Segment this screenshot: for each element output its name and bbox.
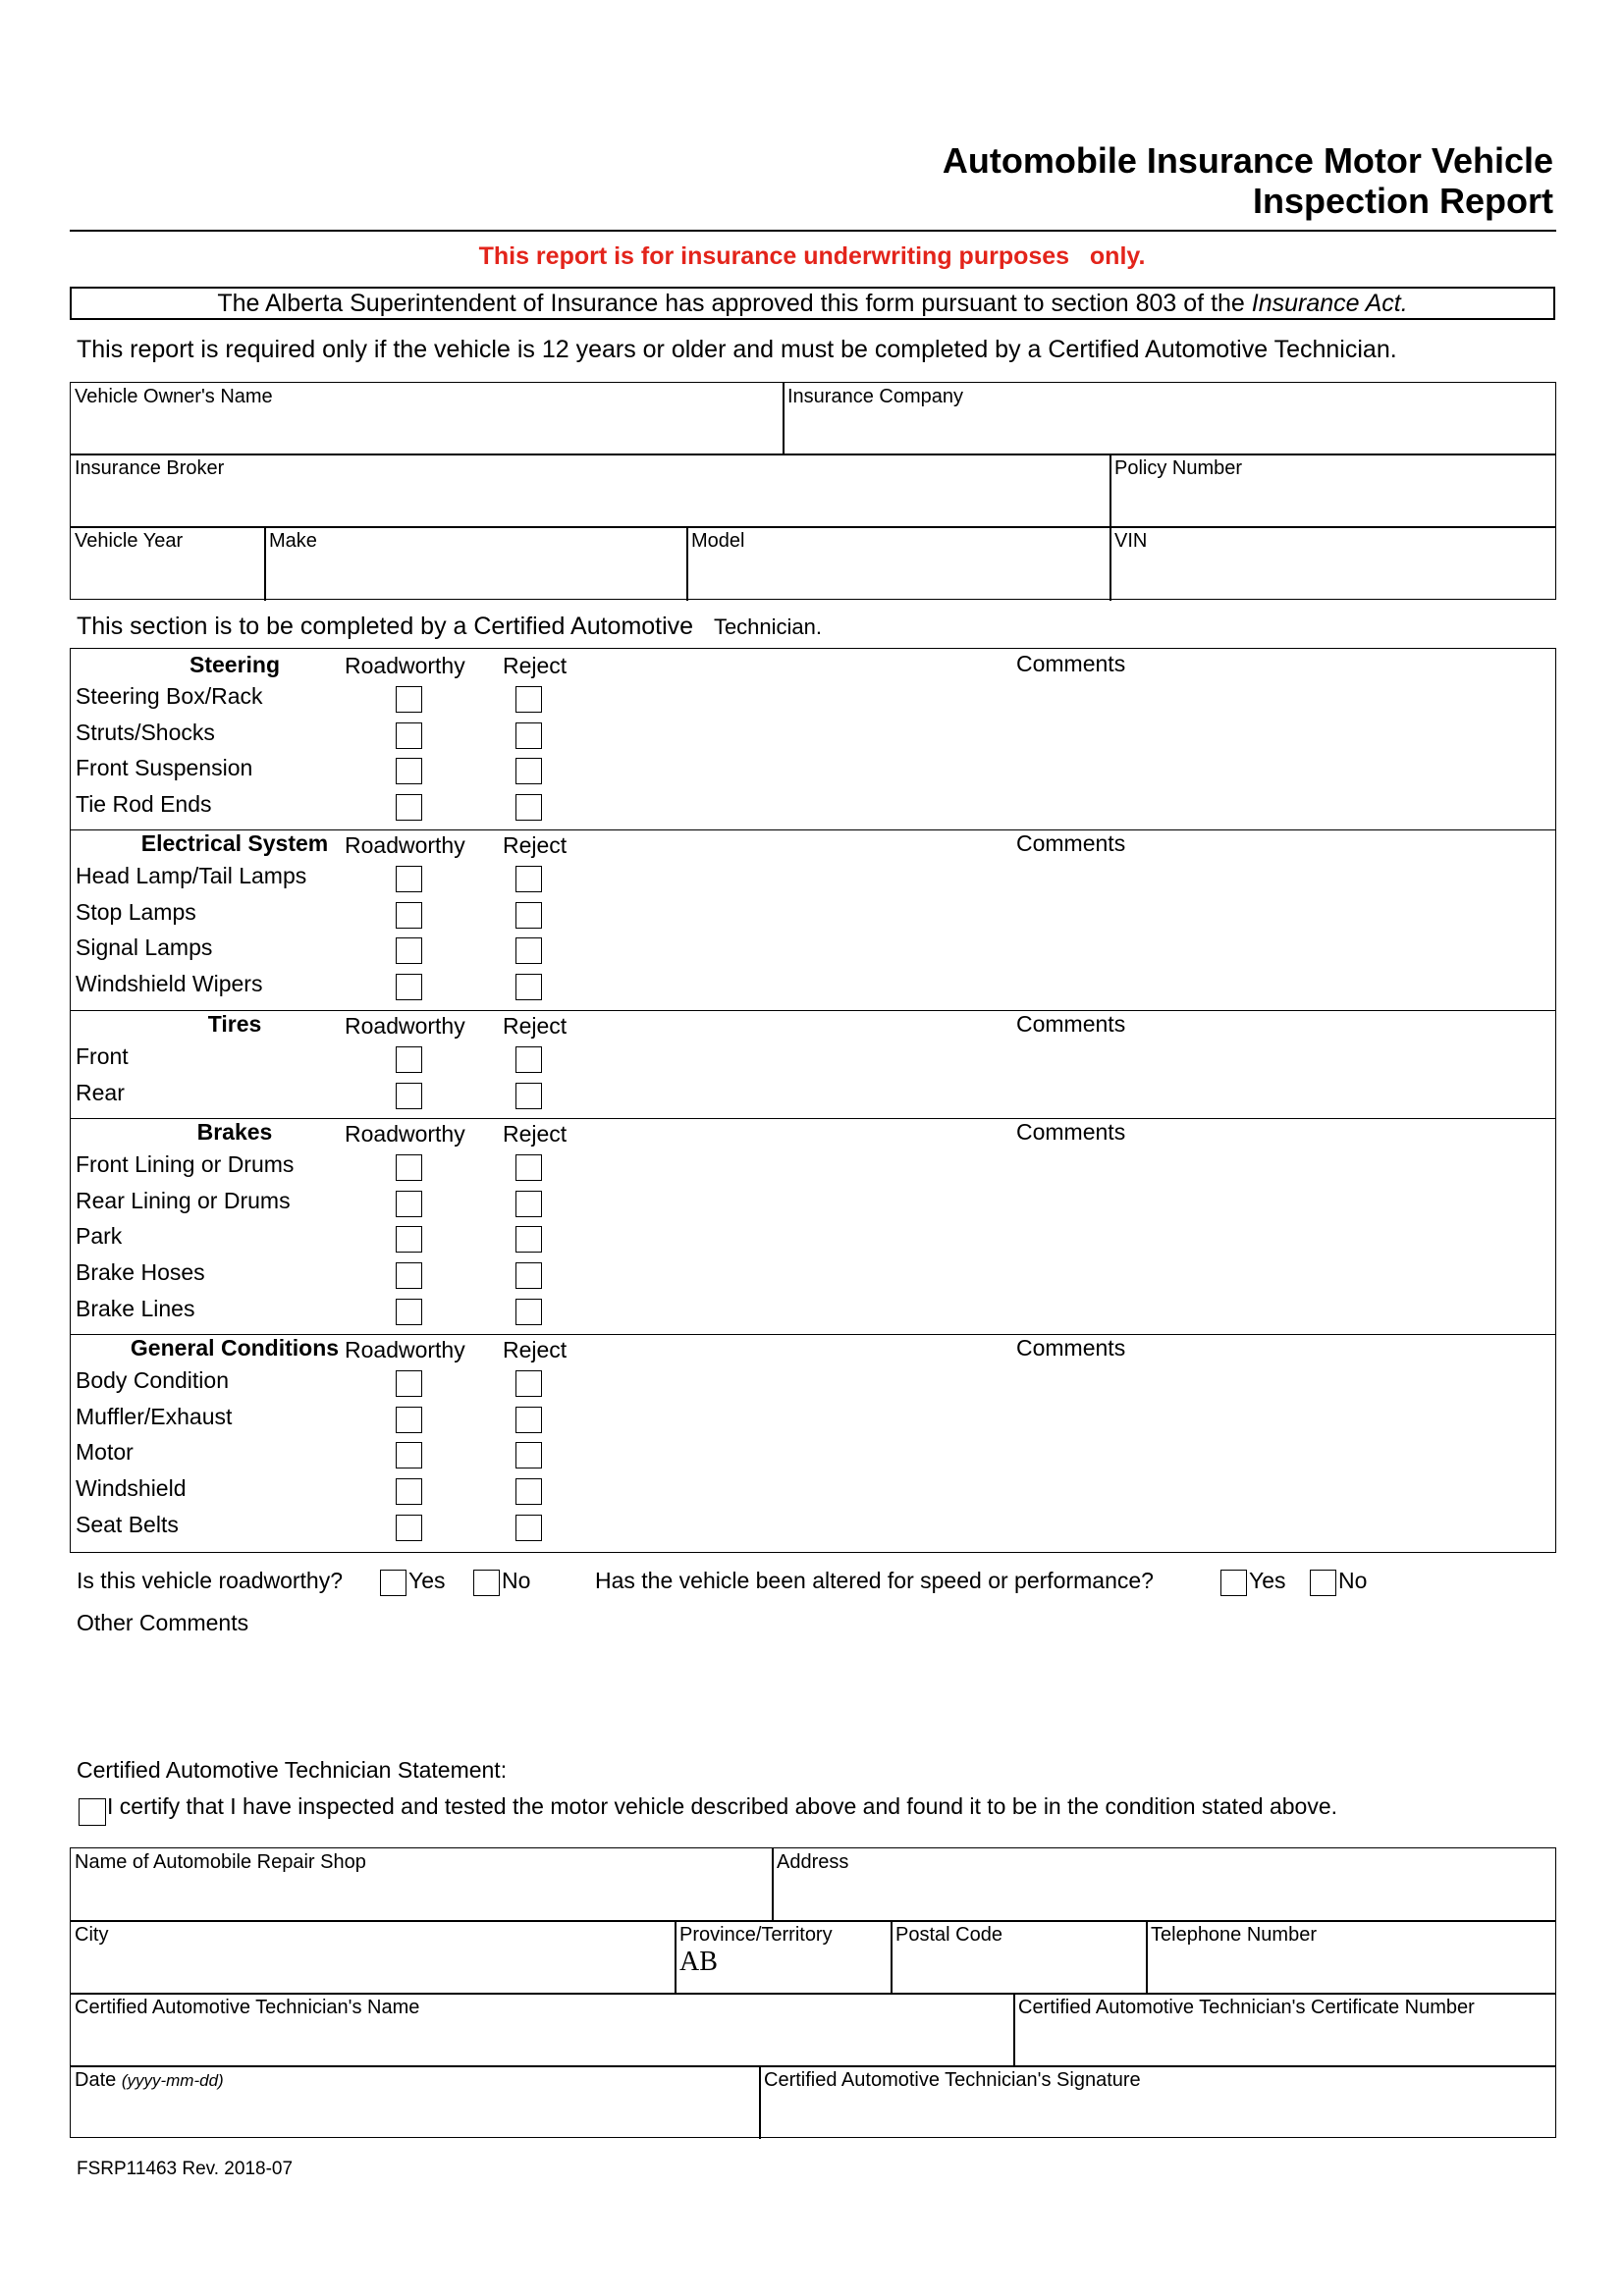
vehicle-year-field[interactable] xyxy=(71,527,264,598)
reject-column-header: Reject xyxy=(503,832,568,858)
inspection-group xyxy=(70,648,1556,830)
roadworthy-no-label: No xyxy=(502,1568,531,1593)
comments-field[interactable] xyxy=(581,862,1543,1003)
roadworthy-column-header: Roadworthy xyxy=(345,1337,465,1362)
inspection-item-label: Front Suspension xyxy=(76,755,253,781)
reject-checkbox[interactable] xyxy=(515,1226,542,1253)
reject-checkbox[interactable] xyxy=(515,1262,542,1289)
city-field[interactable] xyxy=(71,1921,675,1993)
certify-text: I certify that I have inspected and tested the motor vehicle described above and found it to be in the condition stated above. xyxy=(107,1793,1338,1819)
insurance-company-field[interactable] xyxy=(784,383,1555,454)
vin-label: VIN xyxy=(1114,530,1148,552)
insurance-broker-label: Insurance Broker xyxy=(75,457,225,479)
reject-checkbox[interactable] xyxy=(515,1515,542,1541)
telephone-label: Telephone Number xyxy=(1151,1924,1317,1946)
roadworthy-checkbox[interactable] xyxy=(396,1191,422,1217)
roadworthy-checkbox[interactable] xyxy=(396,1407,422,1433)
reject-checkbox[interactable] xyxy=(515,1299,542,1325)
roadworthy-checkbox[interactable] xyxy=(396,1154,422,1181)
roadworthy-column-header: Roadworthy xyxy=(345,653,465,678)
roadworthy-yes-checkbox[interactable] xyxy=(380,1570,406,1596)
inspection-item-label: Tie Rod Ends xyxy=(76,791,212,818)
roadworthy-checkbox[interactable] xyxy=(396,1299,422,1325)
roadworthy-checkbox[interactable] xyxy=(396,1046,422,1073)
inspection-item-label: Windshield Wipers xyxy=(76,971,263,997)
reject-column-header: Reject xyxy=(503,653,568,678)
technician-section-note xyxy=(77,613,822,641)
inspection-group xyxy=(70,1117,1556,1335)
address-field[interactable] xyxy=(773,1848,1555,1920)
reject-column-header: Reject xyxy=(503,1013,568,1039)
model-field[interactable] xyxy=(687,527,1110,598)
policy-number-field[interactable] xyxy=(1110,454,1555,525)
inspection-group xyxy=(70,1009,1556,1119)
technician-name-field[interactable] xyxy=(71,1994,1013,2065)
reject-checkbox[interactable] xyxy=(515,722,542,749)
comments-field[interactable] xyxy=(581,1042,1543,1111)
roadworthy-checkbox[interactable] xyxy=(396,1226,422,1253)
inspection-item-label: Brake Hoses xyxy=(76,1259,205,1286)
comments-column-header: Comments xyxy=(1016,830,1126,856)
reject-column-header: Reject xyxy=(503,1121,568,1147)
shop-name-label: Name of Automobile Repair Shop xyxy=(75,1851,366,1873)
statement-heading: Certified Automotive Technician Statement: xyxy=(77,1757,508,1783)
reject-checkbox[interactable] xyxy=(515,937,542,964)
make-label: Make xyxy=(269,530,317,552)
comments-column-header: Comments xyxy=(1016,1119,1126,1145)
roadworthy-checkbox[interactable] xyxy=(396,1515,422,1541)
group-title: Steering xyxy=(189,652,281,677)
inspection-group xyxy=(70,828,1556,1011)
roadworthy-checkbox[interactable] xyxy=(396,937,422,964)
shop-name-field[interactable] xyxy=(71,1848,772,1920)
roadworthy-checkbox[interactable] xyxy=(396,722,422,749)
postal-code-label: Postal Code xyxy=(895,1924,1002,1946)
province-field[interactable] xyxy=(676,1921,891,1993)
date-label: Date xyxy=(75,2069,117,2091)
roadworthy-no-checkbox[interactable] xyxy=(473,1570,500,1596)
comments-field[interactable] xyxy=(581,682,1543,824)
technician-note-tail: Technician. xyxy=(713,614,823,639)
date-field[interactable] xyxy=(71,2066,759,2137)
make-field[interactable] xyxy=(265,527,686,598)
reject-checkbox[interactable] xyxy=(515,686,542,713)
roadworthy-checkbox[interactable] xyxy=(396,866,422,892)
comments-field[interactable] xyxy=(581,1150,1543,1327)
roadworthy-checkbox[interactable] xyxy=(396,1442,422,1468)
roadworthy-yes-label: Yes xyxy=(408,1568,446,1593)
model-label: Model xyxy=(691,530,745,552)
province-value: AB xyxy=(679,1947,718,1977)
reject-checkbox[interactable] xyxy=(515,1407,542,1433)
altered-yes-label: Yes xyxy=(1249,1568,1286,1593)
owner-info-grid xyxy=(70,382,1556,600)
reject-checkbox[interactable] xyxy=(515,1442,542,1468)
roadworthy-checkbox[interactable] xyxy=(396,686,422,713)
insurance-broker-field[interactable] xyxy=(71,454,1110,525)
inspection-item-label: Body Condition xyxy=(76,1367,229,1393)
reject-checkbox[interactable] xyxy=(515,1370,542,1397)
postal-code-field[interactable] xyxy=(892,1921,1146,1993)
comments-column-header: Comments xyxy=(1016,651,1126,676)
reject-checkbox[interactable] xyxy=(515,902,542,929)
reject-checkbox[interactable] xyxy=(515,974,542,1000)
roadworthy-checkbox[interactable] xyxy=(396,1262,422,1289)
inspection-item-label: Rear xyxy=(76,1079,125,1105)
roadworthy-checkbox[interactable] xyxy=(396,794,422,821)
certificate-number-field[interactable] xyxy=(1014,1994,1555,2065)
form-title-line1: Automobile Insurance Motor Vehicle xyxy=(942,140,1553,181)
group-title: Tires xyxy=(207,1011,262,1037)
telephone-field[interactable] xyxy=(1147,1921,1555,1993)
comments-column-header: Comments xyxy=(1016,1335,1126,1361)
vin-field[interactable] xyxy=(1110,527,1555,598)
vehicle-year-label: Vehicle Year xyxy=(75,530,184,552)
signature-label: Certified Automotive Technician's Signature xyxy=(764,2069,1141,2091)
insurance-company-label: Insurance Company xyxy=(787,386,963,407)
address-label: Address xyxy=(777,1851,849,1873)
altered-no-checkbox[interactable] xyxy=(1310,1570,1336,1596)
owner-name-field[interactable] xyxy=(71,383,783,454)
reject-checkbox[interactable] xyxy=(515,1083,542,1109)
reject-checkbox[interactable] xyxy=(515,794,542,821)
group-title: General Conditions xyxy=(130,1335,340,1361)
reject-column-header: Reject xyxy=(503,1337,568,1362)
certify-checkbox[interactable] xyxy=(79,1798,106,1826)
form-number: FSRP11463 Rev. 2018-07 xyxy=(77,2159,294,2179)
roadworthy-question: Is this vehicle roadworthy? xyxy=(77,1568,344,1593)
owner-name-label: Vehicle Owner's Name xyxy=(75,386,273,407)
inspection-item-label: Muffler/Exhaust xyxy=(76,1403,233,1429)
purpose-notice: This report is for insurance underwriting purposes only. xyxy=(478,242,1146,270)
other-comments-field[interactable] xyxy=(77,1641,1549,1749)
roadworthy-checkbox[interactable] xyxy=(396,1370,422,1397)
technician-name-label: Certified Automotive Technician's Name xyxy=(75,1997,420,2018)
approval-act-name: Insurance Act. xyxy=(1251,290,1408,317)
signature-field[interactable] xyxy=(760,2066,1555,2137)
inspection-item-label: Rear Lining or Drums xyxy=(76,1187,291,1213)
title-rule xyxy=(70,230,1556,232)
reject-checkbox[interactable] xyxy=(515,1191,542,1217)
shop-info-grid xyxy=(70,1847,1556,2138)
date-format-hint: (yyyy-mm-dd) xyxy=(121,2071,224,2090)
roadworthy-checkbox[interactable] xyxy=(396,902,422,929)
inspection-item-label: Signal Lamps xyxy=(76,934,213,961)
roadworthy-checkbox[interactable] xyxy=(396,1083,422,1109)
reject-checkbox[interactable] xyxy=(515,758,542,784)
altered-no-label: No xyxy=(1338,1568,1368,1593)
inspection-item-label: Front xyxy=(76,1043,129,1069)
roadworthy-column-header: Roadworthy xyxy=(345,1013,465,1039)
policy-number-label: Policy Number xyxy=(1114,457,1243,479)
form-title-line2: Inspection Report xyxy=(1252,181,1553,221)
reject-checkbox[interactable] xyxy=(515,1046,542,1073)
inspection-item-label: Motor xyxy=(76,1439,134,1466)
roadworthy-column-header: Roadworthy xyxy=(345,832,465,858)
inspection-item-label: Windshield xyxy=(76,1475,187,1502)
inspection-item-label: Front Lining or Drums xyxy=(76,1151,295,1177)
inspection-item-label: Head Lamp/Tail Lamps xyxy=(76,863,307,888)
inspection-item-label: Stop Lamps xyxy=(76,898,196,925)
roadworthy-column-header: Roadworthy xyxy=(345,1121,465,1147)
approval-box xyxy=(70,287,1555,320)
group-title: Electrical System xyxy=(140,830,329,856)
inspection-item-label: Struts/Shocks xyxy=(76,719,215,745)
roadworthy-checkbox[interactable] xyxy=(396,758,422,784)
comments-field[interactable] xyxy=(581,1366,1543,1545)
roadworthy-checkbox[interactable] xyxy=(396,974,422,1000)
altered-question: Has the vehicle been altered for speed or performance? xyxy=(595,1568,1154,1593)
other-comments-label: Other Comments xyxy=(77,1610,249,1635)
reject-checkbox[interactable] xyxy=(515,1154,542,1181)
province-label: Province/Territory xyxy=(679,1924,833,1946)
reject-checkbox[interactable] xyxy=(515,866,542,892)
inspection-item-label: Steering Box/Rack xyxy=(76,683,263,709)
inspection-item-label: Seat Belts xyxy=(76,1511,179,1537)
requirement-text: This report is required only if the vehicle is 12 years or older and must be completed by a Certified Automotive Technician. xyxy=(77,336,1397,363)
reject-checkbox[interactable] xyxy=(515,1478,542,1505)
approval-text: The Alberta Superintendent of Insurance has approved this form pursuant to section 803 of the xyxy=(217,290,1252,317)
inspection-group xyxy=(70,1333,1556,1553)
technician-note-main: This section is to be completed by a Certified Automotive xyxy=(77,613,694,640)
certificate-number-label: Certified Automotive Technician's Certificate Number xyxy=(1018,1997,1475,2018)
city-label: City xyxy=(75,1924,109,1946)
inspection-item-label: Brake Lines xyxy=(76,1295,195,1321)
altered-yes-checkbox[interactable] xyxy=(1220,1570,1247,1596)
group-title: Brakes xyxy=(196,1119,273,1145)
inspection-item-label: Park xyxy=(76,1223,123,1250)
comments-column-header: Comments xyxy=(1016,1011,1126,1037)
roadworthy-checkbox[interactable] xyxy=(396,1478,422,1505)
